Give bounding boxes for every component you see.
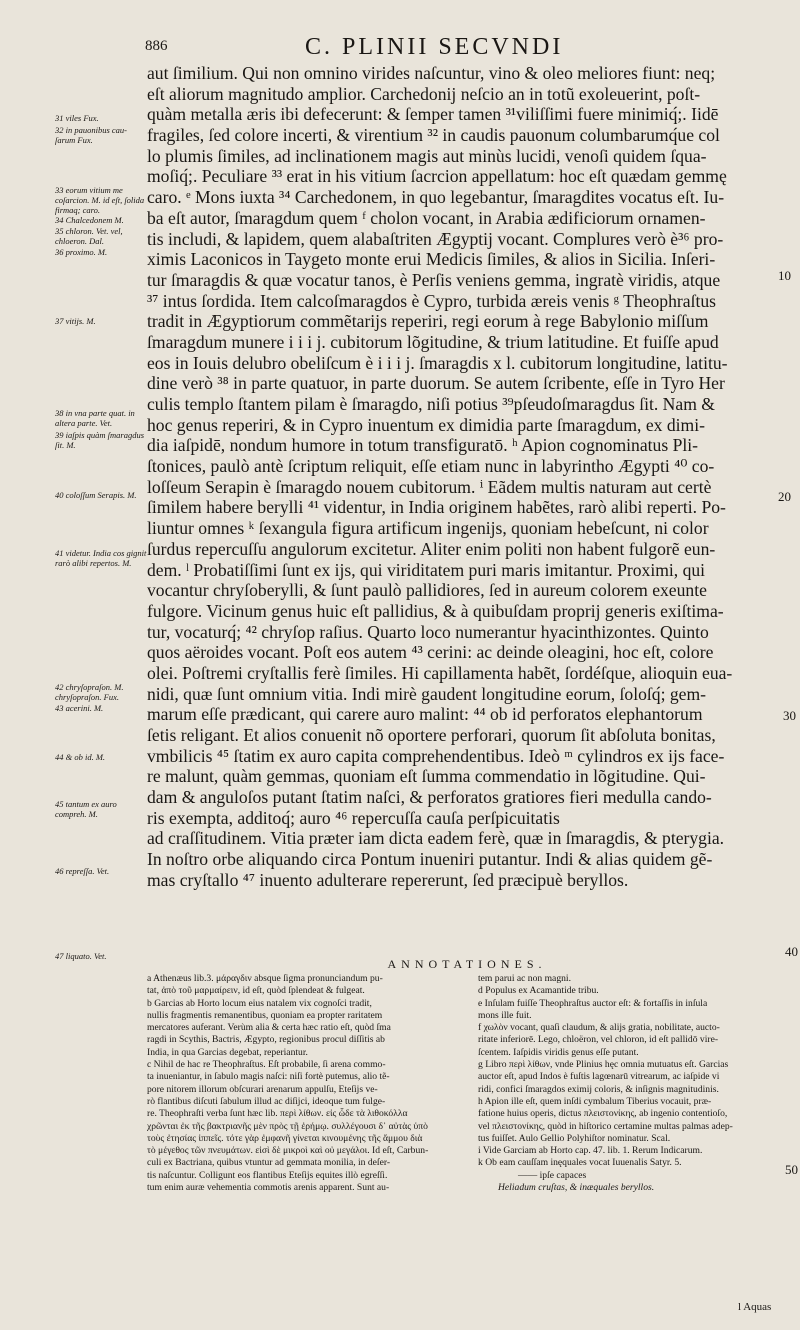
text-line: culis templo ſtantem pilam è ſmaragdo, niſi potius ³⁹pſeudoſmaragdus ſit. Nam & [147,394,715,414]
text-line: tur, vocaturq́; ⁴² chryſop raſius. Quarto loco numerantur hyacinthizontes. Quinto [147,621,709,642]
annotations-right-column [478,973,783,1194]
annotation-line: g Libro περὶ λίθων, vnde Plinius hęc omnia mutuatus eſt. Garcias [478,1059,729,1071]
line-number: 20 [778,489,791,504]
annotation-line: nullis fragmentis remanentibus, quoniam ea propter raritatem [147,1009,383,1021]
margin-note: 47 liquato. Vet. [55,951,107,961]
annotation-line: rò flantibus diſcuti ſabulum illud ac diſijci, ideoque tum fulge- [147,1095,386,1107]
text-line: lo plumis ſimiles, ad inclinationem magis aut minùs lucidi, venoſi quidem ſqua- [147,145,707,166]
annotation-line: tus fuiſſet. Aulo Gellio Polyhiſtor nominatur. Scal. [478,1132,671,1144]
annotations-left-column [147,973,467,1194]
text-line: hoc genus reperiri, & in Cypro inuentum ex dimidia parte ſmaragdum, ex dimi- [147,414,705,435]
margin-note: 37 vitijs. M. [55,316,96,326]
annotation-line: vel πλειστονίκης, quòd in hiſtorico certamine multas palmas adep- [478,1120,733,1132]
annotation-line: d Populus ex Acamantide tribu. [478,985,599,997]
text-line: vmbilicis ⁴⁵ ſtatim ex auro capita comprehendentibus. Ideò ᵐ cylindros ex ijs face- [147,745,725,766]
annotation-line: k Ob eam cauſſam inęquales vocat Iuuenalis Satyr. 5. [478,1157,682,1169]
annotation-line: tem parui ac non magni. [478,973,571,984]
margin-note: 41 videtur. India cos gignit rarò alibi repertos. M. [55,548,147,568]
annotation-line: c Nihil de hac re Theophraſtus. Eſt probabile, ſi arena commo- [147,1059,386,1071]
line-number: 40 [785,944,798,959]
page-header [145,34,785,64]
annotation-line: a Athenæus lib.3. μάραγδιν absque ſigma pronunciandum pu- [147,973,383,984]
margin-note: 45 tantum ex auro compreh. M. [55,799,117,819]
text-line: re malunt, quàm gemmas, quoniam eſt ſumma commendatio in lõgitudine. Qui- [147,766,706,787]
text-line: eſt aliorum magnitudo amplior. Carchedonij neſcio an in totũ exoleuerint, poſt- [147,83,701,104]
annotation-line: ſcentem. Iaſpidis viridis genus eſſe putant. [478,1046,639,1058]
margin-note: 32 in pauonibus cau-ſarum Fux. [55,125,128,145]
margin-note: 34 Chalcedonem M. [55,215,124,225]
line-number: 10 [778,268,791,283]
annotation-line: —— ipſe capaces [518,1169,587,1181]
annotation-line: mons ille fuit. [478,1009,532,1021]
annotation-line: ridi, confici ſmaragdos eximij coloris, & inſignis magnitudinis. [478,1083,719,1095]
text-line: eos in Iouis delubro obeliſcum è i i i j. ſmaragdis x l. cubitorum longitudine, latitu- [147,352,728,373]
annotation-line: re. Theophraſti verba ſunt hæc lib. περὶ λίθων. εἰς ὧδε τὰ λιθοκόλλα [147,1108,408,1120]
annotation-line: f χωλὸν vocant, quaſi claudum, & alijs gratia, nobilitate, aucto- [478,1022,720,1034]
margin-note: 40 coloſſum Serapis. M. [55,490,137,500]
text-line: quàm metalla æris ibi defecerunt: & ſemper tamen ³¹viliſſimi fuere minimiq́;. Iidē [147,104,719,125]
annotation-line: pore nitorem illorum obſcurari arenarum appulſu, Eteſijs ve- [147,1083,378,1095]
annotation-line: i Vide Garciam ab Horto cap. 47. lib. 1. Rerum Indicarum. [478,1145,703,1157]
text-line: ³⁷ intus ſordida. Item calcoſmaragdos è Cypro, turbida æreis venis ᵍ Theophraſtus [147,290,716,311]
margin-note: 31 viles Fux. [55,113,99,123]
annotation-line: fatione huius operis, dictus πλειστονίκης, ab ingenio contentioſo, [478,1108,728,1120]
margin-note: 36 proximo. M. [55,247,108,257]
text-line: dine verò ³⁸ in parte quatuor, in parte duorum. Se autem ſcribente, eſſe in Tyro Her [147,373,725,394]
annotation-line: h Apion ille eſt, quem inſdi cymbalum Tiberius vocauit, præ- [478,1095,712,1107]
text-line: olei. Poſtremi cryſtallis ferè ſimiles. Hi capillamenta habẽt, ſordéſque, alioquin eua- [147,662,733,683]
text-line: moſiq́;. Peculiare ³³ erat in his vitium ſacrcion appellatum: hoc eſt quædam gemmę [147,166,727,187]
text-line: fragiles, ſed colore incerti, & virentium ³² in caudis pauonum columbarumq́ue col [147,125,720,146]
text-line: tis includi, & lapidem, quem alabaſtriten Ægyptij vocant. Complures verò è³⁶ pro- [147,228,724,249]
text-line: ris exempta, additoq́; auro ⁴⁶ repercuſſa cauſa perſpicuitatis [147,807,560,828]
margin-note: 39 iaſpis quàm ſmaragdus ſit. M. [55,430,145,450]
text-line: nidi, quæ ſunt omnium vitia. Indi mirè gaudent longitudine eorum, ſoloſq́; gem- [147,683,707,704]
annotation-line: ragdi in Scythis, Bactris, Ægypto, regionibus procul diſſitis ab [147,1034,385,1046]
text-line: marum eſſe prædicant, qui carere auro malint: ⁴⁴ ob id perforatos elephantorum [147,704,703,725]
annotation-line: ta inueniantur, in ſabulo magis naſci: niſi fortè putemus, alio tẽ- [147,1071,390,1083]
text-line: ſimilem habere berylli ⁴¹ videntur, in India originem habẽtes, rarò alibi reperti. Po- [147,497,726,518]
margin-note: 35 chloron. Vet. vel, chloeron. Dal. [55,226,123,246]
line-number: 30 [783,708,796,723]
text-line: vocantur chryſoberylli, & ſunt paulò pallidiores, ſed in aureum colorem exeunte [147,580,707,601]
text-line: dia iaſpidē, nondum humore in totum transfiguratō. ʰ Apion cognominatus Pli- [147,435,698,456]
margin-note: 46 repreſſa. Vet. [55,866,110,876]
annotation-line: tum enim auræ vehementia commotis arenis apparent. Sunt au- [147,1182,390,1194]
annotation-line: τοὺς ἐτησίας ἱππεῖς. τότε γὰρ ἐμφανῆ γίνεται κινουμένης τῆς ἄμμου διὰ [147,1132,423,1144]
page-number: 886 [145,38,168,54]
margin-note: 43 acerini. M. [55,703,104,713]
text-line: caro. ᵉ Mons iuxta ³⁴ Carchedonem, in quo legebantur, ſmaragdites vocatus eſt. Iu- [147,187,725,208]
annotation-line: ritate inferiorē. Lego, chloëron, vel chloron, id eſt pallidō vire- [478,1034,719,1046]
annotations-heading: ANNOTATIONES. [387,957,547,971]
margin-note: 42 chryſopraſon. M. chryſopraſon. Fux. [55,682,124,702]
text-line: aut ſimilium. Qui non omnino virides naſcuntur, vino & oleo meliores fiunt: neq; [147,63,716,83]
margin-note: 44 & ob id. M. [55,752,106,762]
annotation-line: India, in qua Garcias degebat, reperiantur. [147,1046,308,1058]
annotation-line: b Garcias ab Horto locum eius natalem vix cognoſci tradit, [147,997,372,1009]
margin-note: 33 eorum vitium me coſarcion. M. id eſt, ſolida firmaq; caro. [55,185,145,215]
text-line: tradit in Ægyptiorum commẽtarijs reperiri, regi eorum à rege Babylonio miſſum [147,311,709,332]
text-line: tur ſmaragdis & quæ vocatur tanos, è Perſis veniens gemma, ingratè viridis, atque [147,269,721,290]
annotation-line: mercatores auferant. Verùm alia & certa hæc ratio eſt, quòd ſma [147,1022,391,1034]
text-line: liuntur omnes ᵏ ſexangula figura artificum ingenijs, quoniam hebeſcunt, ni color [147,518,709,539]
main-text [147,63,787,891]
annotation-line: Heliadum cruſtas, & inæquales beryllos. [498,1182,655,1194]
annotation-line: culi ex Bactriana, quibus vtuntur ad gemmata monilia, in deſer- [147,1157,391,1169]
text-line: dam & anguloſos putant ſtatim naſci, & perforatos gratiores fieri medulla cando- [147,787,712,808]
annotation-line: e Inſulam fuiſſe Theophraſtus auctor eſt: & fortaſſis in inſula [478,997,708,1009]
catchword: l Aquas [738,1301,772,1313]
text-line: loſſeum Serapin è ſmaragdo nouem cubitorum. ⁱ Eãdem multis naturam aut certè [147,476,712,497]
text-line: ſurdus repercuſſu angulorum excitetur. Aliter enim politi non habent fulgorẽ eun- [147,538,716,559]
marginal-notes [55,0,147,1330]
text-line: fulgore. Vicinum genus huic eſt pallidius, & à quibuſdam proprij generis exiſtima- [147,600,724,621]
text-line: mas cryſtallo ⁴⁷ inuento adulterare repererunt, ſed præcipuè beryllos. [147,869,629,890]
running-title: C. PLINII SECVNDI [305,34,564,60]
margin-note: 38 in vna parte quat. in altera parte. Vet. [55,408,135,428]
line-number: 50 [785,1162,798,1177]
text-line: ba eſt autor, ſmaragdum quem ᶠ cholon vocant, in Arabia ædificiorum ornamen- [147,207,706,228]
text-line: ſtonices, paulò antè ſcriptum reliquit, eſſe etiam nunc in labyrintho Ægypti ⁴⁰ co- [147,456,715,477]
annotation-line: τὸ μέγεθος τῶν πνευμάτων. εἰσὶ δὲ μικροὶ καὶ οὐ μεγάλοι. Id eſt, Carbun- [147,1145,429,1157]
text-line: ſetis religant. Et alios conuenit nõ oportere perforari, quorum ſit abſoluta bonitas, [147,725,716,745]
text-line: In noſtro orbe aliquando circa Pontum inueniri putantur. Indi & alias quidem gẽ- [147,849,713,870]
text-line: ximis Laconicos in Taygeto monte erui Medicis ſimiles, & alios in Sicilia. Inſeri- [147,249,716,270]
text-line: ſmaragdum munere i i i j. cubitorum lõgitudine, & trium latitudine. Et fuiſſe apud [147,331,719,352]
annotation-line: χρῶνται ἐκ τῆς βακτριανῆς μὲν πρὸς τῇ ἐρήμῳ. συλλέγουσι δ᾽ αὐτὰς ὑπὸ [147,1120,428,1132]
annotation-line: auctor eſt, apud Indos è fuſtis lagœnarū vitrearum, ac iaſpide vi [478,1071,720,1083]
text-line: quos aëroides vocant. Poſt eos autem ⁴³ cerini: ac deinde oleagini, hoc eſt, colore [147,642,714,663]
text-line: dem. ˡ Probatiſſimi ſunt ex ijs, qui viriditatem puri maris imitantur. Proximi, qui [147,559,706,580]
annotation-line: tis naſcuntur. Colligunt eos flantibus Eteſijs equites illò egreſſi. [147,1169,388,1181]
annotation-line: tat, ἀπὸ τοῦ μαρμαίρειν, id eſt, quòd ſplendeat & fulgeat. [147,985,365,997]
text-line: ad craſſitudinem. Vitia præter iam dicta eadem ferè, quæ in ſmaragdis, & pterygia. [147,828,725,849]
